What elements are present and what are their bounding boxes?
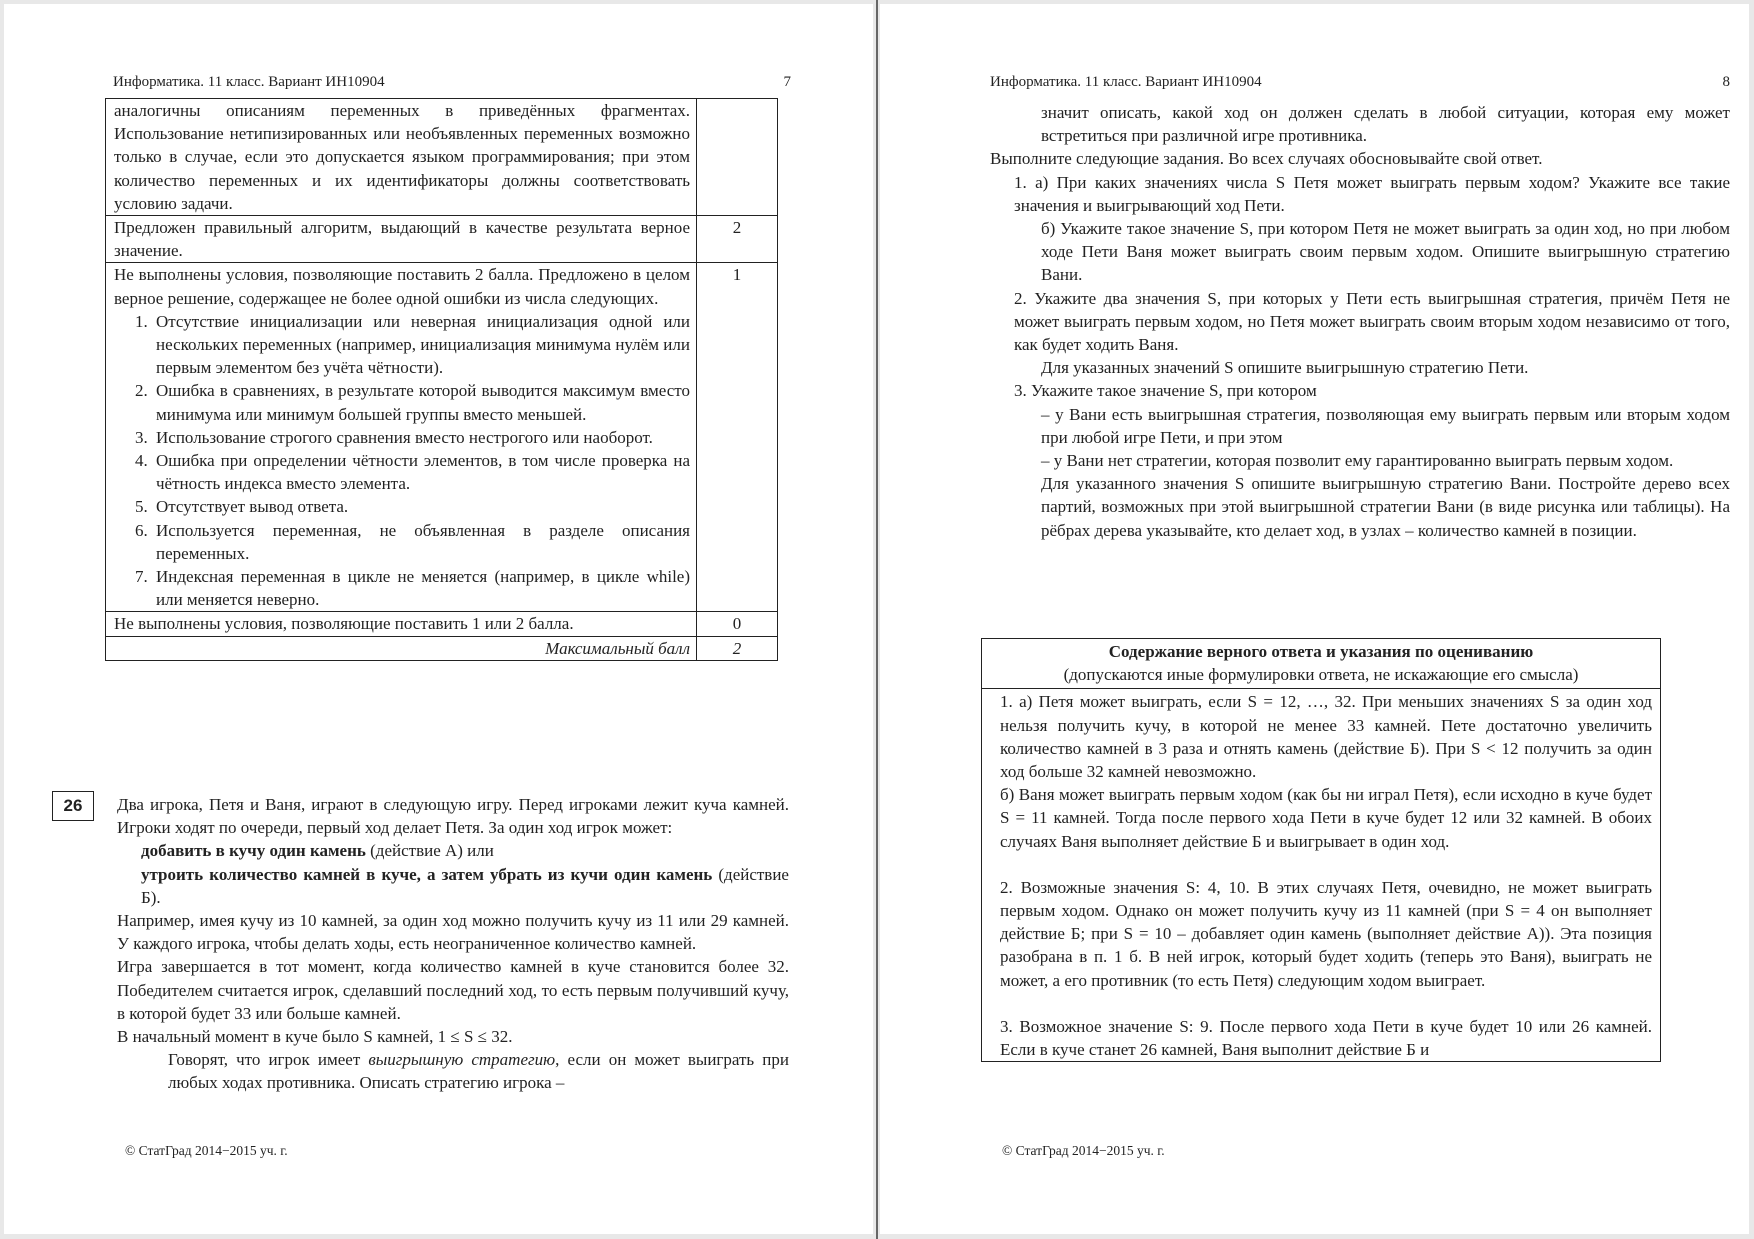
page-divider [876,0,878,1239]
question-1b: б) Укажите такое значение S, при котором Петя не может выиграть за один ход, но при любом ходе Пети Ваня может выиграть своим первым ходом. Опишите выигрышную стратегию Вани. [1041,219,1730,285]
question-3-condition: – у Вани есть выигрышная стратегия, позволяющая ему выиграть первым или вторым ходом при любой игре Пети, и при этом [1041,404,1730,447]
list-item: 3. Использование строгого сравнения вместо нестрогого или наоборот. [152,426,690,449]
task-paragraph: значит описать, какой ход он должен сделать в любой ситуации, которая ему может встретиться при различной игре противника. [1041,103,1730,146]
question-3-task: Для указанного значения S опишите выигрышную стратегию Вани. Постройте дерево всех партий, возможных при этой выигрышной стратегии Вани (в виде рисунка или таблицы). На рёбрах дерева указывайте, кто делает ход, в узлах – количество камней в позиции. [1041,474,1730,540]
page-number: 8 [1722,74,1730,90]
answer-paragraph: 3. Возможное значение S: 9. После первого хода Пети в куче будет 10 или 26 камней. Если в куче станет 26 камней, Ваня выполнит действие Б и [1000,1016,1652,1060]
left-page [4,4,873,1234]
question-1a: 1. а) При каких значениях числа S Петя может выиграть первым ходом? Укажите все такие значения и выигрывающий ход Пети. [1014,172,1730,215]
error-list [114,310,690,612]
question-3: 3. Укажите такое значение S, при котором [1014,381,1317,401]
answer-paragraph: 1. а) Петя может выиграть, если S = 12, …, 32. При меньших значениях S за один ход нельзя получить кучу, в которой не менее 33 камней. Пете достаточно увеличить количество камней в 3 раза и отнять камень (действие Б). При S < 12 получить за один ход больше 32 камней невозможно. [1000,692,1652,782]
points-cell: 2 [697,216,778,263]
task-paragraph: В начальный момент в куче было S камней, 1 ≤ S ≤ 32. [117,1027,513,1047]
answer-title: Содержание верного ответа и указания по оцениванию [1108,642,1534,661]
grading-table [105,98,778,661]
task-paragraph: Говорят, что игрок имеет выигрышную стратегию, если он может выиграть при любых ходах противника. Описать стратегию игрока – [168,1050,789,1093]
question-3-condition: – у Вани нет стратегии, которая позволит ему гарантированно выиграть первым ходом. [1041,451,1674,471]
points-cell: 1 [697,263,778,612]
page-header [990,74,1730,91]
answer-header [982,639,1660,689]
table-row [106,636,778,660]
criteria-cell [106,263,697,612]
task-paragraph: Два игрока, Петя и Ваня, играют в следующую игру. Перед игроками лежит куча камней. Игроки ходят по очереди, первый ход делает Петя. За один ход игрок может: [117,795,789,838]
task-paragraph: Игра завершается в тот момент, когда количество камней в куче становится более 32. Победителем считается игрок, сделавший последний ход, то есть первым получивший кучу, в которой будет 33 или больше камней. [117,957,789,1023]
list-item: 5. Отсутствует вывод ответа. [152,495,690,518]
table-row [106,216,778,263]
question-2-note: Для указанных значений S опишите выигрышную стратегию Пети. [1041,358,1529,378]
task-paragraph: Например, имея кучу из 10 камней, за один ход можно получить кучу из 11 или 29 камней. У каждого игрока, чтобы делать ходы, есть неограниченное количество камней. [117,911,789,954]
task-text [117,793,789,1095]
action-b: утроить количество камней в куче, а затем убрать из кучи один камень (действие Б). [141,864,789,907]
criteria-cell: аналогичны описаниям переменных в приведённых фрагментах. Использование нетипизированных или необъявленных переменных возможно только в случае, если это допускается языком программирования; при этом количество переменных и их идентификаторы должны соответствовать условию задачи. [106,99,697,216]
action-a: добавить в кучу один камень (действие А) или [141,841,494,861]
max-score-label: Максимальный балл [106,636,697,660]
task-number: 26 [52,791,94,821]
criteria-cell: Предложен правильный алгоритм, выдающий в качестве результата верное значение. [106,216,697,263]
answer-subtitle: (допускаются иные формулировки ответа, не искажающие его смысла) [1063,665,1579,685]
list-item: 4. Ошибка при определении чётности элементов, в том числе проверка на чётность индекса вместо элемента. [152,449,690,495]
page-footer: © СтатГрад 2014−2015 уч. г. [1002,1143,1165,1158]
page-number: 7 [783,74,791,90]
criteria-cell: Не выполнены условия, позволяющие поставить 1 или 2 балла. [106,612,697,636]
table-row [106,612,778,636]
points-cell [697,99,778,216]
list-item: 1. Отсутствие инициализации или неверная инициализация одной или нескольких переменных (например, инициализация минимума нулём или первым элементом без учёта чётности). [152,310,690,380]
header-title: Информатика. 11 класс. Вариант ИН10904 [990,74,1262,90]
answer-paragraph: б) Ваня может выиграть первым ходом (как бы ни играл Петя), если исходно в куче будет S = 11 камней. Тогда после первого хода Пети в куче будет 12 или 32 камней. В обоих случаях Ваня выполняет действие Б и выигрывает в один ход. [1000,785,1652,851]
right-page [880,4,1749,1234]
task-questions [990,101,1730,542]
answer-body [982,689,1660,1061]
criteria-intro: Не выполнены условия, позволяющие поставить 2 балла. Предложено в целом верное решение, содержащее не более одной ошибки из числа следующих. [114,265,690,308]
page-footer: © СтатГрад 2014−2015 уч. г. [125,1143,288,1158]
task-paragraph: Выполните следующие задания. Во всех случаях обосновывайте свой ответ. [990,149,1543,169]
table-row [106,99,778,216]
answer-paragraph: 2. Возможные значения S: 4, 10. В этих случаях Петя, очевидно, не может выиграть первым ходом. Однако он может получить кучу из 11 камней (при S = 4 он выполняет действие Б; при S = 10 – добавляет один камень (выполняет действие А)). Эта позиция разобрана в п. 1 б. В ней игрок, который будет ходить (теперь это Ваня), выиграть не может, а его противник (то есть Петя) следующим ходом выиграет. [1000,877,1652,990]
list-item: 6. Используется переменная, не объявленная в разделе описания переменных. [152,519,690,565]
answer-box [981,638,1661,1062]
points-cell: 0 [697,612,778,636]
list-item: 2. Ошибка в сравнениях, в результате которой выводится максимум вместо минимума или минимум большей группы вместо меньшей. [152,379,690,425]
page-header [113,74,791,91]
header-title: Информатика. 11 класс. Вариант ИН10904 [113,74,385,90]
question-2: 2. Укажите два значения S, при которых у Пети есть выигрышная стратегия, причём Петя не может выиграть первым ходом, но Петя может выиграть своим вторым ходом независимо от того, как будет ходить Ваня. [1014,288,1730,355]
max-score-value: 2 [697,636,778,660]
table-row [106,263,778,612]
list-item: 7. Индексная переменная в цикле не меняется (например, в цикле while) или меняется неверно. [152,565,690,611]
